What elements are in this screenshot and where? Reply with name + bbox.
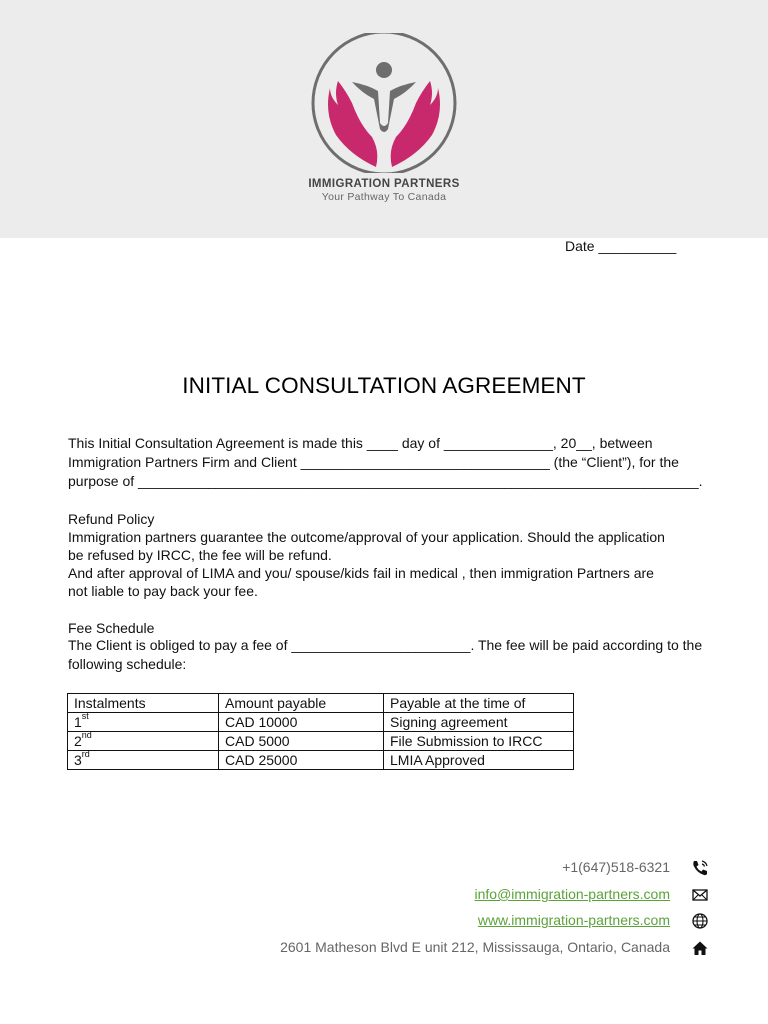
refund-line: Immigration partners guarantee the outcome/approval of your application. Should the application bbox=[68, 529, 665, 545]
table-row bbox=[68, 713, 574, 732]
document-title: INITIAL CONSULTATION AGREEMENT bbox=[182, 373, 586, 398]
contact-website-link[interactable]: www.immigration-partners.com bbox=[477, 912, 670, 928]
phone-icon bbox=[691, 859, 709, 877]
refund-line: not liable to pay back your fee. bbox=[68, 583, 258, 599]
contact-email-link[interactable]: info@immigration-partners.com bbox=[474, 886, 670, 902]
instalment-cell bbox=[68, 713, 219, 732]
column-header-instalments: Instalments bbox=[68, 694, 219, 713]
table-row bbox=[68, 751, 574, 770]
amount-cell: CAD 25000 bbox=[219, 751, 384, 770]
payable-time-cell: Signing agreement bbox=[384, 713, 574, 732]
fee-schedule-table bbox=[67, 693, 574, 770]
ordinal-suffix: st bbox=[81, 711, 89, 722]
instalment-cell bbox=[68, 751, 219, 770]
contact-address: 2601 Matheson Blvd E unit 212, Mississauga, Ontario, Canada bbox=[280, 939, 670, 955]
instalment-number: 2 bbox=[74, 733, 82, 749]
fee-line: following schedule: bbox=[68, 656, 187, 672]
table-row bbox=[68, 732, 574, 751]
refund-line: be refused by IRCC, the fee will be refund. bbox=[68, 547, 332, 563]
instalment-number: 1 bbox=[74, 714, 82, 730]
fee-schedule-paragraph bbox=[68, 636, 728, 674]
payable-time-cell: File Submission to IRCC bbox=[384, 732, 574, 751]
intro-line: This Initial Consultation Agreement is made this ____ day of ______________, 20__, between bbox=[68, 435, 653, 451]
brand-name: IMMIGRATION PARTNERS bbox=[308, 178, 460, 190]
refund-policy-heading: Refund Policy bbox=[68, 511, 155, 527]
ordinal-suffix: rd bbox=[81, 749, 90, 760]
amount-cell: CAD 10000 bbox=[219, 713, 384, 732]
brand-tagline: Your Pathway To Canada bbox=[321, 191, 447, 203]
amount-cell: CAD 5000 bbox=[219, 732, 384, 751]
fee-schedule-heading: Fee Schedule bbox=[68, 620, 155, 636]
ordinal-suffix: nd bbox=[81, 730, 92, 741]
envelope-icon bbox=[691, 886, 709, 904]
fee-line: The Client is obliged to pay a fee of _______________________. The fee will be paid according to the bbox=[68, 637, 703, 653]
column-header-payable-time: Payable at the time of bbox=[384, 694, 574, 713]
column-header-amount: Amount payable bbox=[219, 694, 384, 713]
instalment-number: 3 bbox=[74, 752, 82, 768]
payable-time-cell: LMIA Approved bbox=[384, 751, 574, 770]
intro-line: Immigration Partners Firm and Client ________________________________ (the “Client”), for the bbox=[68, 454, 679, 470]
intro-paragraph bbox=[68, 434, 728, 491]
date-field: Date __________ bbox=[565, 238, 677, 254]
intro-line: purpose of ________________________________________________________________________. bbox=[68, 473, 703, 489]
refund-line: And after approval of LIMA and you/ spouse/kids fail in medical , then immigration Partners are bbox=[68, 565, 654, 581]
instalment-cell bbox=[68, 732, 219, 751]
hands-person-logo-icon bbox=[308, 33, 460, 173]
contact-phone: +1(647)518-6321 bbox=[562, 859, 670, 875]
table-header-row bbox=[68, 694, 574, 713]
home-icon bbox=[691, 939, 709, 957]
letterhead bbox=[0, 0, 768, 238]
refund-policy-paragraph bbox=[68, 528, 728, 600]
company-logo bbox=[0, 0, 768, 238]
globe-icon bbox=[691, 912, 709, 930]
